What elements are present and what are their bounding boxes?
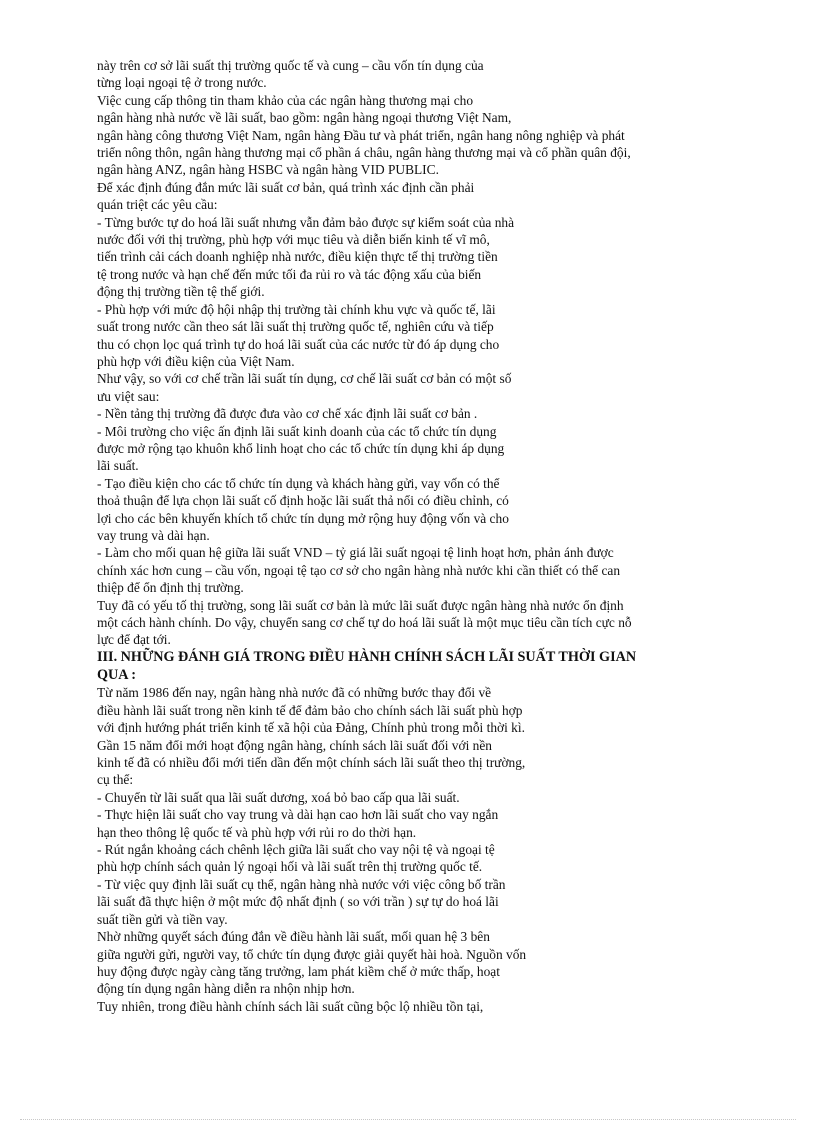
text-line: phù hợp chính sách quản lý ngoại hối và lãi suất trên thị trường quốc tế. [97, 859, 483, 875]
text-line: - Tạo điều kiện cho các tổ chức tín dụng và khách hàng gửi, vay vốn có thể [97, 475, 500, 491]
text-line: Để xác định đúng đắn mức lãi suất cơ bản, quá trình xác định cần phải [97, 179, 475, 195]
text-line: động tín dụng ngân hàng diễn ra nhộn nhịp hơn. [97, 981, 355, 997]
heading-line: III. NHỮNG ĐÁNH GIÁ TRONG ĐIỀU HÀNH CHÍNH SÁCH LÃI SUẤT THỜI GIAN [97, 648, 637, 665]
text-line: tiến trình cải cách doanh nghiệp nhà nước, điều kiện thực tế thị trường tiền [97, 249, 498, 265]
text-line: - Chuyển từ lãi suất qua lãi suất dương, xoá bỏ bao cấp qua lãi suất. [97, 789, 460, 805]
text-line: thiệp để ổn định thị trường. [97, 580, 244, 596]
text-line: quán triệt các yêu cầu: [97, 197, 218, 213]
text-line: lợi cho các bên khuyến khích tổ chức tín dụng mở rộng huy động vốn và cho [97, 510, 509, 526]
text-line: - Từ việc quy định lãi suất cụ thể, ngân hàng nhà nước với việc công bố trần [97, 876, 506, 892]
text-line: Nhờ những quyết sách đúng đắn về điều hành lãi suất, mối quan hệ 3 bên [97, 929, 490, 945]
text-line: nước đối với thị trường, phù hợp với mục tiêu và diễn biến kinh tế vĩ mô, [97, 232, 490, 248]
text-line: chính xác hơn cung – cầu vốn, ngoại tệ tạo cơ sở cho ngân hàng nhà nước khi cần thiết có thể can [97, 562, 621, 578]
text-line: giữa người gửi, người vay, tổ chức tín dụng được giải quyết hài hoà. Nguồn vốn [97, 946, 527, 962]
text-line: - Rút ngắn khoảng cách chênh lệch giữa lãi suất cho vay nội tệ và ngoại tệ [97, 842, 495, 858]
text-line: tệ trong nước và hạn chế đến mức tối đa rủi ro và tác động xấu của biến [97, 266, 482, 282]
document-body [97, 57, 767, 1015]
text-line: suất trong nước cần theo sát lãi suất thị trường quốc tế, nghiên cứu và tiếp [97, 319, 494, 335]
text-line: cụ thể: [97, 772, 134, 788]
text-line: Tuy đã có yếu tố thị trường, song lãi suất cơ bản là mức lãi suất được ngân hàng nhà nước ổn định [97, 597, 624, 613]
text-line: - Thực hiện lãi suất cho vay trung và dài hạn cao hơn lãi suất cho vay ngắn [97, 807, 499, 823]
text-line: một cách hành chính. Do vậy, chuyển sang cơ chế tự do hoá lãi suất là một mục tiêu cần tích cực nỗ [97, 615, 632, 630]
text-line: lãi suất. [97, 458, 139, 474]
text-line: phù hợp với điều kiện của Việt Nam. [97, 353, 295, 369]
text-line: lãi suất đã thực hiện ở một mức độ nhất định ( so với trần ) sự tự do hoá lãi [97, 894, 499, 910]
text-line: suất tiền gửi và tiền vay. [97, 911, 228, 927]
text-line: động thị trường tiền tệ thế giới. [97, 284, 265, 300]
section-heading [97, 649, 767, 685]
text-line: vay trung và dài hạn. [97, 527, 210, 543]
text-line: Từ năm 1986 đến nay, ngân hàng nhà nước đã có những bước thay đổi về [97, 685, 492, 701]
text-line: Gần 15 năm đổi mới hoạt động ngân hàng, chính sách lãi suất đối với nền [97, 737, 492, 753]
text-line: thu có chọn lọc quá trình tự do hoá lãi suất của các nước từ đó áp dụng cho [97, 336, 500, 352]
text-line: triển nông thôn, ngân hàng thương mại cổ phần á châu, ngân hàng thương mại và cổ phần quân đội, [97, 145, 631, 161]
text-line: - Nền tảng thị trường đã được đưa vào cơ chế xác định lãi suất cơ bản . [97, 406, 478, 422]
text-line: hạn theo thông lệ quốc tế và phù hợp với rủi ro do thời hạn. [97, 824, 417, 840]
text-line: kinh tế đã có nhiều đổi mới tiến dần đến một chính sách lãi suất theo thị trường, [97, 755, 526, 771]
paragraph-block-before-heading [97, 57, 767, 649]
text-line: Việc cung cấp thông tin tham khảo của các ngân hàng thương mại cho [97, 92, 474, 108]
text-line: ngân hàng ANZ, ngân hàng HSBC và ngân hàng VID PUBLIC. [97, 162, 439, 178]
text-line: - Làm cho mối quan hệ giữa lãi suất VND – tỷ giá lãi suất ngoại tệ linh hoạt hơn, phản ánh được [97, 545, 614, 561]
text-line: huy động được ngày càng tăng trưởng, lam phát kiềm chế ở mức thấp, hoạt [97, 963, 500, 979]
text-line: Như vậy, so với cơ chế trần lãi suất tín dụng, cơ chế lãi suất cơ bản có một số [97, 371, 512, 387]
text-line: điều hành lãi suất trong nền kinh tế để đảm bảo cho chính sách lãi suất phù hợp [97, 702, 523, 718]
text-line: Tuy nhiên, trong điều hành chính sách lãi suất cũng bộc lộ nhiều tồn tại, [97, 998, 484, 1014]
text-line: - Môi trường cho việc ấn định lãi suất kinh doanh của các tổ chức tín dụng [97, 423, 497, 439]
text-line: này trên cơ sở lãi suất thị trường quốc tế và cung – cầu vốn tín dụng của [97, 58, 484, 73]
page-bottom-rule [20, 1119, 796, 1120]
text-line: ưu việt sau: [97, 388, 160, 404]
heading-line: QUA : [97, 666, 137, 683]
text-line: thoả thuận để lựa chọn lãi suất cố định hoặc lãi suất thả nổi có điều chỉnh, có [97, 493, 509, 509]
text-line: ngân hàng nhà nước về lãi suất, bao gồm: ngân hàng ngoại thương Việt Nam, [97, 110, 512, 126]
text-line: ngân hàng công thương Việt Nam, ngân hàng Đầu tư và phát triển, ngân hang nông nghiệp và phát [97, 127, 625, 143]
text-line: - Từng bước tự do hoá lãi suất nhưng vẫn đảm bảo được sự kiểm soát của nhà [97, 214, 515, 230]
text-line: lực để đạt tới. [97, 632, 171, 648]
text-line: được mở rộng tạo khuôn khổ linh hoạt cho các tổ chức tín dụng khi áp dụng [97, 440, 505, 456]
text-line: - Phù hợp với mức độ hội nhập thị trường tài chính khu vực và quốc tế, lãi [97, 301, 496, 317]
text-line: từng loại ngoại tệ ở trong nước. [97, 75, 267, 91]
paragraph-block-after-heading [97, 684, 767, 1015]
text-line: với định hướng phát triển kinh tế xã hội của Đảng, Chính phủ trong mỗi thời kì. [97, 720, 525, 736]
